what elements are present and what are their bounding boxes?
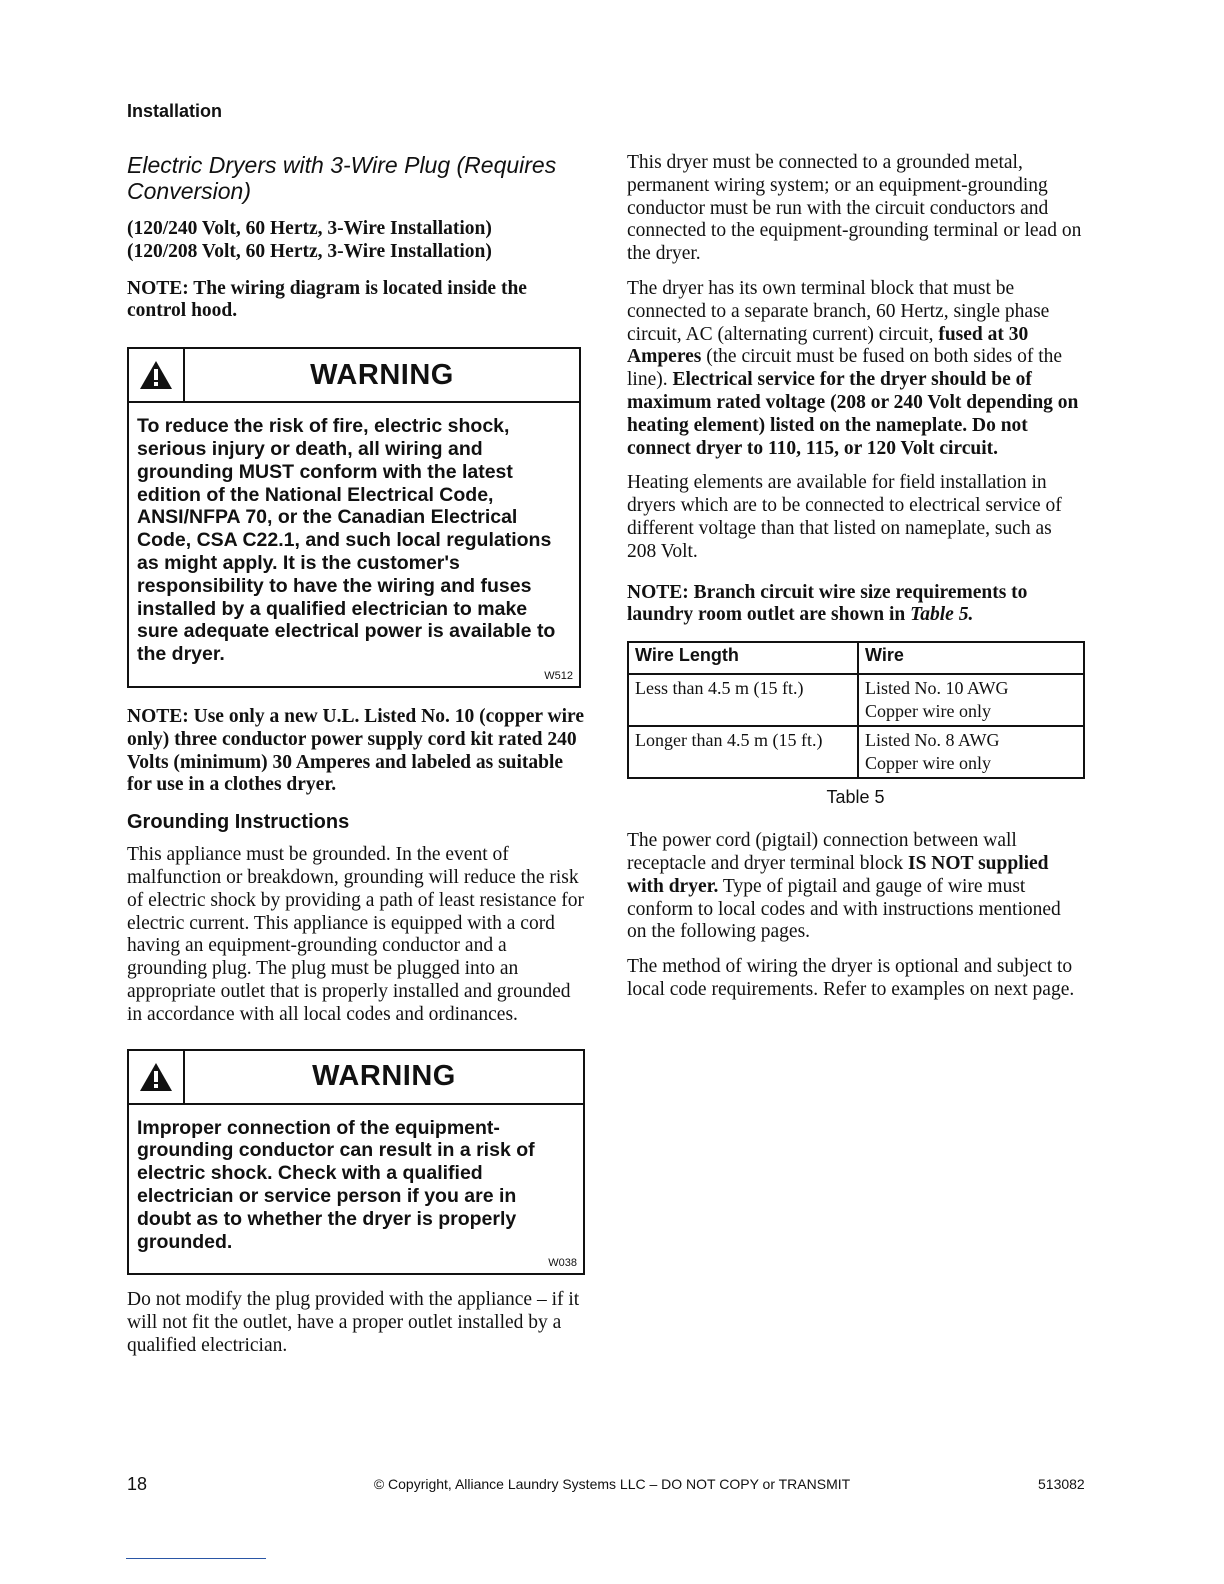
spec-line-240: (120/240 Volt, 60 Hertz, 3-Wire Installation): [127, 218, 492, 239]
warning-box-grounding: [127, 1049, 585, 1276]
power-cord-text: The power cord (pigtail) connection between wall receptacle and dryer terminal block: [627, 830, 1017, 874]
grounded-system-paragraph: This dryer must be connected to a grounded metal, permanent wiring system; or an equipment-grounding conductor must be run with the circuit conductors and connected to the equipment-grounding terminal or lead on the dryer.: [627, 152, 1082, 265]
footer-rule: [126, 1558, 266, 1559]
wire-cell: [858, 674, 1084, 726]
warning-body: Improper connection of the equipment-grounding conductor can result in a risk of electric shock. Check with a qualified electrician or service person if you are in doubt as to whether the dryer is properly grounded.: [137, 1116, 535, 1253]
warning-header: [129, 349, 579, 403]
page-number: 18: [127, 1474, 148, 1494]
grounding-text: This appliance must be grounded. In the event of malfunction or breakdown, grounding will reduce the risk of electric shock by providing a path of least resistance for electric current. This appliance is equipped with a cord having an equipment-grounding conductor and a grounding plug. The plug must be plugged into an appropriate outlet that is properly installed and grounded in accordance with all local codes and ordinances.: [127, 844, 585, 1025]
heating-elements-paragraph: Heating elements are available for field installation in dryers which are to be connected to electrical service of different voltage than that listed on nameplate, such as 208 Volt.: [627, 472, 1062, 562]
plug-modification-text: Do not modify the plug provided with the appliance – if it will not fit the outlet, have a proper outlet installed by a qualified electrician.: [127, 1289, 580, 1356]
electrical-service-text: Electrical service for the dryer should be of maximum rated voltage (208 or 240 Volt depending on heating element) listed on the nameplate. Do not connect dryer to 110, 115, or 120 Volt circuit.: [627, 369, 1079, 459]
fused-amperes-text: fused at 30 Amperes: [627, 323, 1029, 368]
power-cord-paragraph: [627, 830, 1084, 944]
section-label: Installation: [127, 101, 223, 121]
warning-title: WARNING: [312, 1060, 456, 1093]
table-caption: Table 5: [826, 787, 885, 808]
warning-box-wiring: [127, 347, 581, 688]
wire-material: Copper wire only: [865, 701, 991, 722]
warning-header: [129, 1051, 583, 1105]
spec-line-208: (120/208 Volt, 60 Hertz, 3-Wire Installation): [127, 240, 492, 262]
left-column: [127, 152, 585, 1370]
wire-gauge: Listed No. 10 AWG: [865, 678, 1009, 699]
wire-length-cell: Less than 4.5 m (15 ft.): [628, 674, 858, 726]
warning-title: WARNING: [310, 358, 454, 391]
terminal-block-paragraph: [627, 278, 1084, 460]
wire-material: Copper wire only: [865, 753, 991, 774]
wire-cell: [858, 726, 1084, 778]
copyright-notice: © Copyright, Alliance Laundry Systems LLC – DO NOT COPY or TRANSMIT: [373, 1476, 851, 1492]
not-supplied-text: IS NOT supplied with dryer.: [627, 852, 1049, 897]
right-column: [627, 152, 1084, 1014]
table-row: [628, 674, 1084, 726]
section-subtitle: Electric Dryers with 3-Wire Plug (Requires Conversion): [127, 152, 557, 204]
warning-body: To reduce the risk of fire, electric shock, serious injury or death, all wiring and grounding MUST conform with the latest edition of the National Electrical Code, ANSI/NFPA 70, or the Canadian Electrical Code, CSA C22.1, and such local regulations as might apply. It is the customer's responsibility to have the wiring and fuses installed by a qualified electrician to make sure adequate electrical power is available to the dryer.: [137, 415, 556, 666]
wire-length-cell: Longer than 4.5 m (15 ft.): [628, 726, 858, 778]
table-header-row: [628, 642, 1084, 674]
wire-size-table: [627, 641, 1085, 779]
terminal-block-text: The dryer has its own terminal block that must be connected to a separate branch, 60 Hertz, single phase circuit, AC (alternating current) circuit,: [627, 277, 1050, 345]
warning-code: W512: [544, 669, 573, 682]
warning-code: W038: [548, 1257, 577, 1270]
table-row: [628, 726, 1084, 778]
note-wiring-diagram: NOTE: The wiring diagram is located inside the control hood.: [127, 277, 527, 322]
grounding-heading: Grounding Instructions: [127, 811, 350, 834]
wiring-method-paragraph: The method of wiring the dryer is optional and subject to local code requirements. Refer to examples on next page.: [627, 956, 1075, 1000]
warning-triangle-icon: [129, 349, 185, 401]
document-number: 513082: [1038, 1476, 1085, 1492]
column-header-wire: Wire: [858, 642, 1084, 674]
table-reference: Table 5.: [910, 604, 974, 626]
warning-triangle-icon: [129, 1051, 185, 1103]
column-header-wire-length: Wire Length: [628, 642, 858, 674]
note-branch-text: NOTE: Branch circuit wire size requirements to laundry room outlet are shown in: [627, 581, 1028, 626]
note-power-cord: NOTE: Use only a new U.L. Listed No. 10 (copper wire only) three conductor power supply cord kit rated 240 Volts (minimum) 30 Amperes and labeled as suitable for use in a clothes dryer.: [127, 705, 584, 796]
fused-both-sides-text: (the circuit must be fused on both sides of the line).: [627, 346, 1063, 391]
pigtail-text: Type of pigtail and gauge of wire must conform to local codes and with instructions mentioned on the following pages.: [627, 875, 1061, 943]
wire-gauge: Listed No. 8 AWG: [865, 730, 1000, 751]
note-branch-circuit: [627, 582, 1084, 628]
